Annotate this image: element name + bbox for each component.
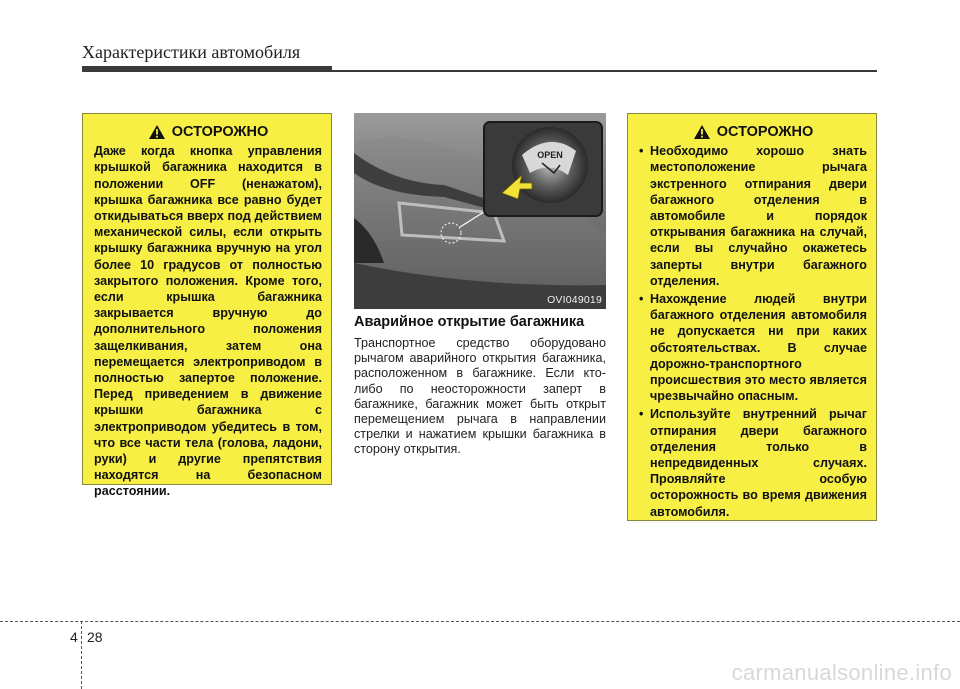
- warning-triangle-icon: [693, 124, 711, 140]
- right-warning-heading: [639, 124, 867, 140]
- warning-triangle-icon: [148, 124, 166, 140]
- left-warning-text: Даже когда кнопка управления крышкой багажника находится в положении OFF (ненажатом), крышка багажника все равно будет откидываться вверх под действием механической силы, если открыть крышку багажника вручную на угол более 10 градусов от полностью закрытого положения. Кроме того, если крышка багажника закрывается вручную до дополнительного положения защелкивания, затем она перемещается электроприводом в полностью запертое положение. Перед приведением в движение крышки багажника с электроприводом убедитесь в том, что все части тела (голова, ладони, руки) и другие препятствия находятся на безопасном расстоянии.: [94, 144, 322, 499]
- section-title: Аварийное открытие багажника: [354, 314, 585, 330]
- left-warning-box: [82, 113, 332, 499]
- right-warning-box: [627, 113, 877, 521]
- section-body: Транспортное средство оборудовано рычагом аварийного открытия багажника, расположенном в багажнике. Если кто-либо по неосторожности заперт в багажнике, багажник может быть открыт перемещением рычага в направлении стрелки и нажатием крышки багажника в сторону открытия.: [354, 336, 606, 457]
- left-warning-heading: [94, 124, 322, 140]
- left-warning-title: ОСТОРОЖНО: [171, 124, 269, 140]
- warning-item: • Нахождение людей внутри багажного отделения автомобиля не допускается ни при каких обстоятельствах. В случае дорожно-транспортного происшествия это место является чрезвычайно опасным.: [639, 291, 867, 404]
- warning-item: • Используйте внутренний рычаг отпирания двери багажного отделения только в непредвиденных случаях. Проявляйте особую осторожность во время движения автомобиля.: [639, 406, 867, 519]
- footer-divider: [81, 621, 82, 689]
- right-warning-title: ОСТОРОЖНО: [716, 124, 814, 140]
- header-title: Характеристики автомобиля: [82, 42, 301, 62]
- open-label: OPEN: [537, 150, 563, 160]
- header-rule-thin: [82, 70, 877, 72]
- page-number: 28: [87, 629, 103, 645]
- warning-item: • Необходимо хорошо знать местоположение рычага экстренного отпирания двери багажного отделения в автомобиле и порядок открывания багажника на случай, если вы случайно окажетесь заперты внутри багажного отделения.: [639, 143, 867, 289]
- right-warning-list: [639, 143, 867, 520]
- footer-rule: [0, 621, 960, 622]
- figure-code: OVI049019: [547, 294, 602, 306]
- chapter-number: 4: [70, 629, 78, 645]
- watermark: carmanualsonline.info: [731, 660, 952, 685]
- trunk-photo: [354, 113, 606, 309]
